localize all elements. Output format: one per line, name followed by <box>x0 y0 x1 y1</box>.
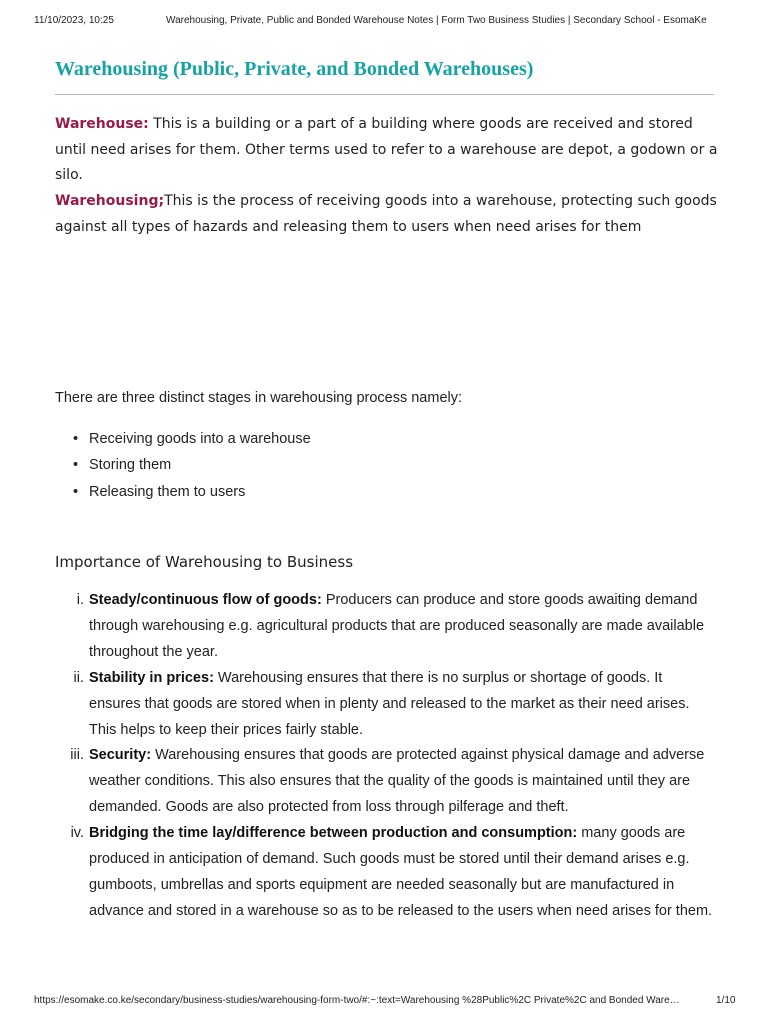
list-number: i. <box>76 592 84 608</box>
list-item-text: Storing them <box>89 457 172 474</box>
list-item <box>55 743 715 821</box>
page-title: Warehousing (Public, Private, and Bonded Warehouses) <box>55 58 534 80</box>
list-item <box>55 429 311 455</box>
list-item-title: Bridging the time lay/difference between production and consumption: <box>89 825 578 842</box>
title-divider <box>55 94 714 95</box>
list-item <box>55 482 311 508</box>
importance-list <box>55 588 715 925</box>
bullet-icon: • <box>73 457 79 474</box>
list-item-title: Security: <box>89 747 152 764</box>
stages-intro: There are three distinct stages in warehousing process namely: <box>55 390 463 406</box>
definition-term: Warehouse: <box>55 116 149 132</box>
definition-warehouse <box>55 112 720 189</box>
list-item <box>55 821 715 925</box>
list-item-text: Warehousing ensures that goods are protected against physical damage and adverse weather conditions. This also ensures that the quality of the goods is maintained until they are demanded. Goods are also protected from loss through pilferage and theft. <box>89 747 705 816</box>
bullet-icon: • <box>73 431 79 447</box>
list-item-text: Receiving goods into a warehouse <box>89 431 311 447</box>
page-counter: 1/10 <box>716 995 736 1006</box>
list-number: iv. <box>70 825 84 842</box>
bullet-icon: • <box>73 483 79 500</box>
list-item <box>55 455 311 481</box>
list-item-text: many goods are produced in anticipation of demand. Such goods must be stored until their demand arises e.g. gumboots, umbrellas and sports equipment are needed seasonally but are manufactured in advance and stored in a warehouse so as to be released to the users when need arises for them. <box>89 825 713 919</box>
definition-text: This is the process of receiving goods into a warehouse, protecting such goods against all types of hazards and releasing them to users when need arises for them <box>55 193 717 235</box>
list-item-text: Releasing them to users <box>89 483 246 500</box>
definition-term: Warehousing; <box>55 193 165 210</box>
list-number: iii. <box>70 747 84 764</box>
print-footer <box>0 995 768 1009</box>
list-item-title: Stability in prices: <box>89 669 214 686</box>
stages-list <box>55 429 311 508</box>
list-number: ii. <box>73 669 84 686</box>
definition-warehousing <box>55 189 720 240</box>
definition-text: This is a building or a part of a building where goods are received and stored until need arises for them. Other terms used to refer to a warehouse are depot, a godown or a silo. <box>55 116 718 184</box>
print-header <box>0 15 768 29</box>
list-item-title: Steady/continuous flow of goods: <box>89 592 322 608</box>
list-item <box>55 588 715 666</box>
list-item-text: Producers can produce and store goods awaiting demand through warehousing e.g. agricultural products that are produced seasonally are made available throughout the year. <box>89 592 705 660</box>
list-item <box>55 666 715 744</box>
section-heading: Importance of Warehousing to Business <box>55 553 354 571</box>
list-item-text: Warehousing ensures that there is no surplus or shortage of goods. It ensures that goods are stored when in plenty and released to the market as their need arises. This helps to keep their prices fairly stable. <box>89 669 690 738</box>
definitions <box>55 112 720 241</box>
print-url: https://esomake.co.ke/secondary/business-studies/warehousing-form-two/#:~:text=Warehousing %28Public%2C Private%2C and Bonded Ware… <box>34 995 680 1006</box>
print-date: 11/10/2023, 10:25 <box>34 15 114 26</box>
print-page-title: Warehousing, Private, Public and Bonded Warehouse Notes | Form Two Business Studies | Secondary School - EsomaKe <box>166 15 707 26</box>
